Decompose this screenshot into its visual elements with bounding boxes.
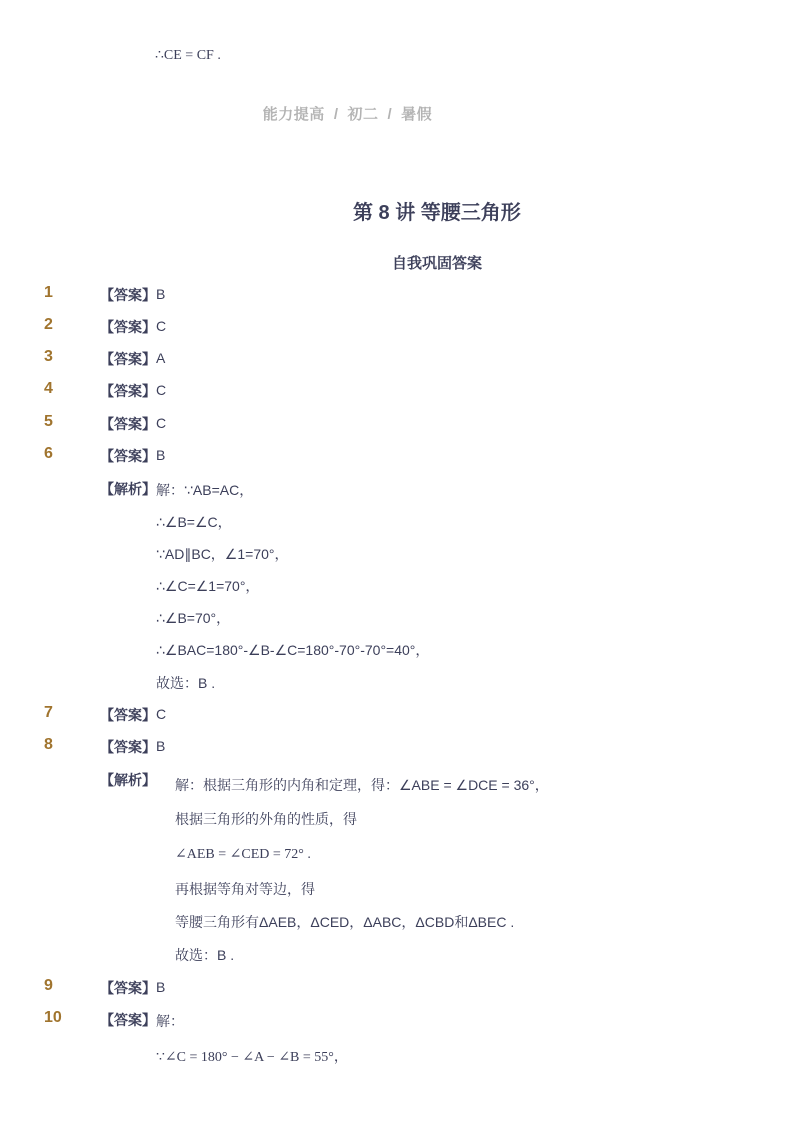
question-number: 3: [44, 348, 53, 365]
header-grade: 初二: [347, 106, 379, 123]
answer-label: 【答案】: [100, 319, 156, 335]
question-number: 7: [44, 704, 53, 721]
answer-label: 【答案】: [100, 416, 156, 432]
answer-label: 【答案】: [100, 707, 156, 723]
answer-value: B: [156, 979, 166, 995]
continuation-line: ∴CE = CF .: [155, 48, 221, 63]
question-number: 2: [44, 316, 53, 333]
answer-label: 【答案】: [100, 287, 156, 303]
answer-label: 【答案】: [100, 448, 156, 464]
answer-label: 【答案】: [100, 351, 156, 367]
analysis-line: ∴∠C=∠1=70°，: [156, 578, 260, 594]
answer-value: B: [156, 286, 166, 302]
analysis-line: 解：根据三角形的内角和定理，得：∠ABE = ∠DCE = 36°，: [175, 777, 549, 793]
answer-label: 【答案】: [100, 980, 156, 996]
answer-label: 【答案】: [100, 1012, 156, 1028]
analysis-line: 故选：B .: [175, 947, 235, 963]
answer-label: 【答案】: [100, 383, 156, 399]
answer-value: C: [156, 706, 167, 722]
analysis-line: 根据三角形的外角的性质，得: [175, 811, 357, 827]
question-number: 9: [44, 977, 53, 994]
analysis-line: 等腰三角形有ΔAEB，ΔCED，ΔABC，ΔCBD和ΔBEC .: [175, 914, 515, 930]
question-number: 1: [44, 284, 53, 301]
analysis-formula: ∠AEB = ∠CED = 72° .: [175, 847, 311, 862]
analysis-line: ∴∠B=∠C，: [156, 514, 232, 530]
question-number: 6: [44, 445, 53, 462]
question-number: 8: [44, 736, 53, 753]
answer-label: 【答案】: [100, 739, 156, 755]
analysis-label: 【解析】: [100, 481, 156, 497]
analysis-label: 【解析】: [100, 772, 156, 788]
header-term: 暑假: [401, 106, 433, 123]
analysis-line: ∴∠BAC=180°-∠B-∠C=180°-70°-70°=40°，: [156, 642, 430, 658]
analysis-line: 故选：B .: [156, 675, 216, 691]
analysis-formula: ∵∠C = 180° − ∠A − ∠B = 55°，: [156, 1050, 348, 1065]
analysis-line: ∴∠B=70°，: [156, 610, 231, 626]
question-number: 5: [44, 413, 53, 430]
header-course: 能力提高: [262, 106, 325, 123]
analysis-line: ∵AD∥BC，∠1=70°，: [156, 546, 289, 562]
header-separator: /: [387, 106, 393, 123]
analysis-line: 再根据等角对等边，得: [175, 881, 315, 897]
answer-value: C: [156, 415, 167, 431]
running-header: [0, 103, 695, 124]
header-separator: /: [333, 106, 339, 123]
answer-value: B: [156, 738, 166, 754]
analysis-line: 解：∵AB=AC，: [156, 482, 254, 498]
answer-value: C: [156, 382, 167, 398]
answer-value: B: [156, 447, 166, 463]
answer-value: 解：: [156, 1013, 184, 1029]
lesson-title: 第 8 讲 等腰三角形: [353, 202, 521, 224]
section-subtitle: 自我巩固答案: [392, 255, 483, 272]
question-number: 10: [44, 1009, 62, 1026]
answer-value: C: [156, 318, 167, 334]
answer-value: A: [156, 350, 166, 366]
question-number: 4: [44, 380, 53, 397]
